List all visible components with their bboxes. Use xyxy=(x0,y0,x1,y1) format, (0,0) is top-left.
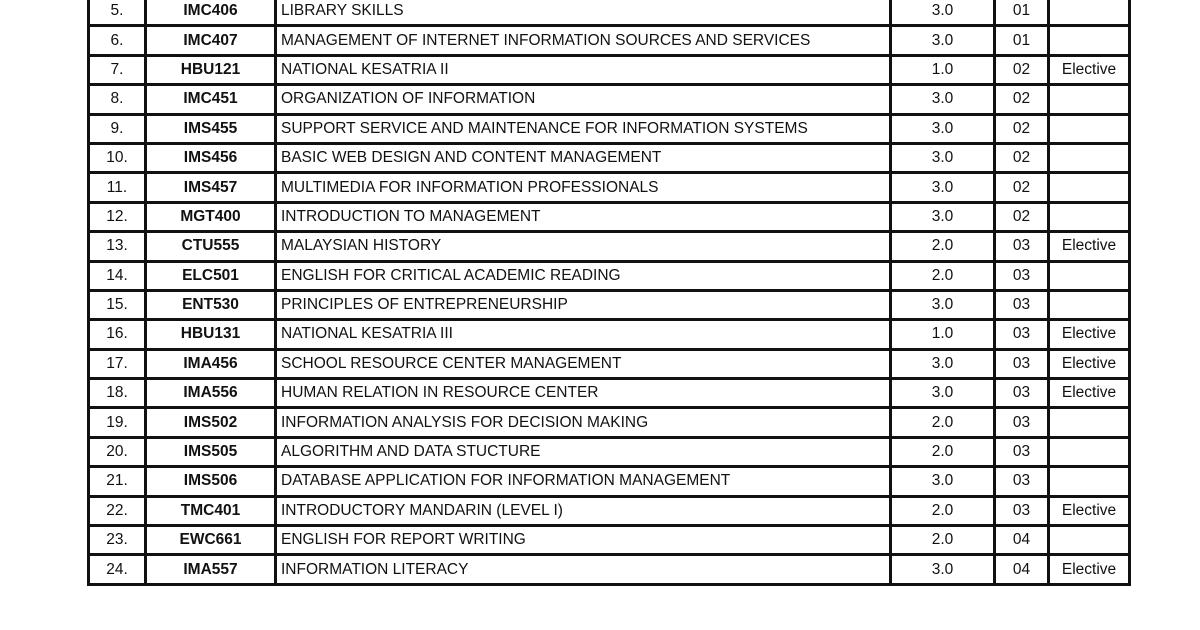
credit-hours-cell: 3.0 xyxy=(891,290,995,319)
row-number-cell: 18. xyxy=(89,379,146,408)
remark-cell xyxy=(1049,85,1130,114)
remark-cell: Elective xyxy=(1049,232,1130,261)
semester-cell: 03 xyxy=(995,261,1049,290)
credit-hours-cell: 3.0 xyxy=(891,349,995,378)
table-row xyxy=(89,261,1130,290)
credit-hours-cell: 2.0 xyxy=(891,496,995,525)
table-row xyxy=(89,0,1130,26)
semester-cell: 02 xyxy=(995,114,1049,143)
remark-cell xyxy=(1049,290,1130,319)
remark-cell xyxy=(1049,114,1130,143)
remark-cell: Elective xyxy=(1049,349,1130,378)
semester-cell: 04 xyxy=(995,555,1049,584)
row-number-cell: 12. xyxy=(89,202,146,231)
table-row xyxy=(89,379,1130,408)
course-name-cell: SUPPORT SERVICE AND MAINTENANCE FOR INFORMATION SYSTEMS xyxy=(276,114,891,143)
course-code-cell: HBU121 xyxy=(146,55,276,84)
credit-hours-cell: 3.0 xyxy=(891,202,995,231)
credit-hours-cell: 2.0 xyxy=(891,408,995,437)
table-row xyxy=(89,55,1130,84)
table-row xyxy=(89,437,1130,466)
course-name-cell: INFORMATION ANALYSIS FOR DECISION MAKING xyxy=(276,408,891,437)
credit-hours-cell: 1.0 xyxy=(891,320,995,349)
semester-cell: 02 xyxy=(995,202,1049,231)
semester-cell: 03 xyxy=(995,408,1049,437)
semester-cell: 02 xyxy=(995,143,1049,172)
semester-cell: 03 xyxy=(995,379,1049,408)
credit-hours-cell: 3.0 xyxy=(891,26,995,55)
remark-cell: Elective xyxy=(1049,555,1130,584)
course-name-cell: ENGLISH FOR CRITICAL ACADEMIC READING xyxy=(276,261,891,290)
course-name-cell: INTRODUCTORY MANDARIN (LEVEL I) xyxy=(276,496,891,525)
row-number-cell: 14. xyxy=(89,261,146,290)
course-name-cell: BASIC WEB DESIGN AND CONTENT MANAGEMENT xyxy=(276,143,891,172)
semester-cell: 04 xyxy=(995,526,1049,555)
table-row xyxy=(89,408,1130,437)
row-number-cell: 15. xyxy=(89,290,146,319)
credit-hours-cell: 3.0 xyxy=(891,143,995,172)
course-code-cell: IMS455 xyxy=(146,114,276,143)
remark-cell xyxy=(1049,202,1130,231)
remark-cell: Elective xyxy=(1049,379,1130,408)
credit-hours-cell: 3.0 xyxy=(891,379,995,408)
row-number-cell: 19. xyxy=(89,408,146,437)
course-code-cell: IMS506 xyxy=(146,467,276,496)
row-number-cell: 21. xyxy=(89,467,146,496)
table-row xyxy=(89,467,1130,496)
course-name-cell: SCHOOL RESOURCE CENTER MANAGEMENT xyxy=(276,349,891,378)
remark-cell xyxy=(1049,26,1130,55)
credit-hours-cell: 2.0 xyxy=(891,261,995,290)
course-name-cell: MANAGEMENT OF INTERNET INFORMATION SOURCES AND SERVICES xyxy=(276,26,891,55)
row-number-cell: 22. xyxy=(89,496,146,525)
semester-cell: 03 xyxy=(995,290,1049,319)
course-code-cell: IMA557 xyxy=(146,555,276,584)
course-code-cell: HBU131 xyxy=(146,320,276,349)
semester-cell: 03 xyxy=(995,467,1049,496)
row-number-cell: 24. xyxy=(89,555,146,584)
course-table-body xyxy=(89,0,1130,584)
semester-cell: 02 xyxy=(995,173,1049,202)
credit-hours-cell: 2.0 xyxy=(891,437,995,466)
course-name-cell: PRINCIPLES OF ENTREPRENEURSHIP xyxy=(276,290,891,319)
table-row xyxy=(89,173,1130,202)
course-code-cell: IMS457 xyxy=(146,173,276,202)
course-code-cell: IMS456 xyxy=(146,143,276,172)
table-row xyxy=(89,320,1130,349)
course-name-cell: MALAYSIAN HISTORY xyxy=(276,232,891,261)
row-number-cell: 9. xyxy=(89,114,146,143)
credit-hours-cell: 3.0 xyxy=(891,467,995,496)
course-code-cell: IMS502 xyxy=(146,408,276,437)
course-code-cell: IMA456 xyxy=(146,349,276,378)
table-row xyxy=(89,496,1130,525)
table-row xyxy=(89,555,1130,584)
course-name-cell: INFORMATION LITERACY xyxy=(276,555,891,584)
table-row xyxy=(89,143,1130,172)
remark-cell xyxy=(1049,408,1130,437)
remark-cell xyxy=(1049,173,1130,202)
course-code-cell: IMC407 xyxy=(146,26,276,55)
course-table-container xyxy=(87,0,1116,586)
table-row xyxy=(89,349,1130,378)
semester-cell: 02 xyxy=(995,85,1049,114)
course-name-cell: DATABASE APPLICATION FOR INFORMATION MANAGEMENT xyxy=(276,467,891,496)
remark-cell: Elective xyxy=(1049,496,1130,525)
remark-cell xyxy=(1049,0,1130,26)
row-number-cell: 17. xyxy=(89,349,146,378)
course-code-cell: CTU555 xyxy=(146,232,276,261)
course-code-cell: IMS505 xyxy=(146,437,276,466)
row-number-cell: 11. xyxy=(89,173,146,202)
course-name-cell: ALGORITHM AND DATA STUCTURE xyxy=(276,437,891,466)
credit-hours-cell: 2.0 xyxy=(891,526,995,555)
credit-hours-cell: 1.0 xyxy=(891,55,995,84)
semester-cell: 03 xyxy=(995,320,1049,349)
course-table xyxy=(87,0,1131,586)
semester-cell: 01 xyxy=(995,26,1049,55)
row-number-cell: 7. xyxy=(89,55,146,84)
row-number-cell: 8. xyxy=(89,85,146,114)
course-name-cell: NATIONAL KESATRIA II xyxy=(276,55,891,84)
course-code-cell: IMA556 xyxy=(146,379,276,408)
row-number-cell: 5. xyxy=(89,0,146,26)
credit-hours-cell: 3.0 xyxy=(891,555,995,584)
course-code-cell: IMC451 xyxy=(146,85,276,114)
course-code-cell: IMC406 xyxy=(146,0,276,26)
course-name-cell: LIBRARY SKILLS xyxy=(276,0,891,26)
remark-cell xyxy=(1049,467,1130,496)
course-name-cell: ENGLISH FOR REPORT WRITING xyxy=(276,526,891,555)
semester-cell: 03 xyxy=(995,437,1049,466)
table-row xyxy=(89,202,1130,231)
credit-hours-cell: 3.0 xyxy=(891,114,995,143)
semester-cell: 02 xyxy=(995,55,1049,84)
course-code-cell: MGT400 xyxy=(146,202,276,231)
credit-hours-cell: 3.0 xyxy=(891,85,995,114)
course-name-cell: HUMAN RELATION IN RESOURCE CENTER xyxy=(276,379,891,408)
semester-cell: 03 xyxy=(995,232,1049,261)
table-row xyxy=(89,290,1130,319)
semester-cell: 01 xyxy=(995,0,1049,26)
semester-cell: 03 xyxy=(995,349,1049,378)
table-row xyxy=(89,26,1130,55)
row-number-cell: 16. xyxy=(89,320,146,349)
remark-cell xyxy=(1049,143,1130,172)
row-number-cell: 13. xyxy=(89,232,146,261)
remark-cell xyxy=(1049,437,1130,466)
course-code-cell: ENT530 xyxy=(146,290,276,319)
course-code-cell: EWC661 xyxy=(146,526,276,555)
course-code-cell: ELC501 xyxy=(146,261,276,290)
row-number-cell: 10. xyxy=(89,143,146,172)
course-name-cell: INTRODUCTION TO MANAGEMENT xyxy=(276,202,891,231)
row-number-cell: 23. xyxy=(89,526,146,555)
course-name-cell: NATIONAL KESATRIA III xyxy=(276,320,891,349)
credit-hours-cell: 3.0 xyxy=(891,0,995,26)
remark-cell: Elective xyxy=(1049,55,1130,84)
course-name-cell: MULTIMEDIA FOR INFORMATION PROFESSIONALS xyxy=(276,173,891,202)
semester-cell: 03 xyxy=(995,496,1049,525)
remark-cell: Elective xyxy=(1049,320,1130,349)
remark-cell xyxy=(1049,526,1130,555)
table-row xyxy=(89,114,1130,143)
table-row xyxy=(89,526,1130,555)
remark-cell xyxy=(1049,261,1130,290)
table-row xyxy=(89,232,1130,261)
credit-hours-cell: 3.0 xyxy=(891,173,995,202)
course-name-cell: ORGANIZATION OF INFORMATION xyxy=(276,85,891,114)
row-number-cell: 20. xyxy=(89,437,146,466)
credit-hours-cell: 2.0 xyxy=(891,232,995,261)
course-code-cell: TMC401 xyxy=(146,496,276,525)
table-row xyxy=(89,85,1130,114)
row-number-cell: 6. xyxy=(89,26,146,55)
